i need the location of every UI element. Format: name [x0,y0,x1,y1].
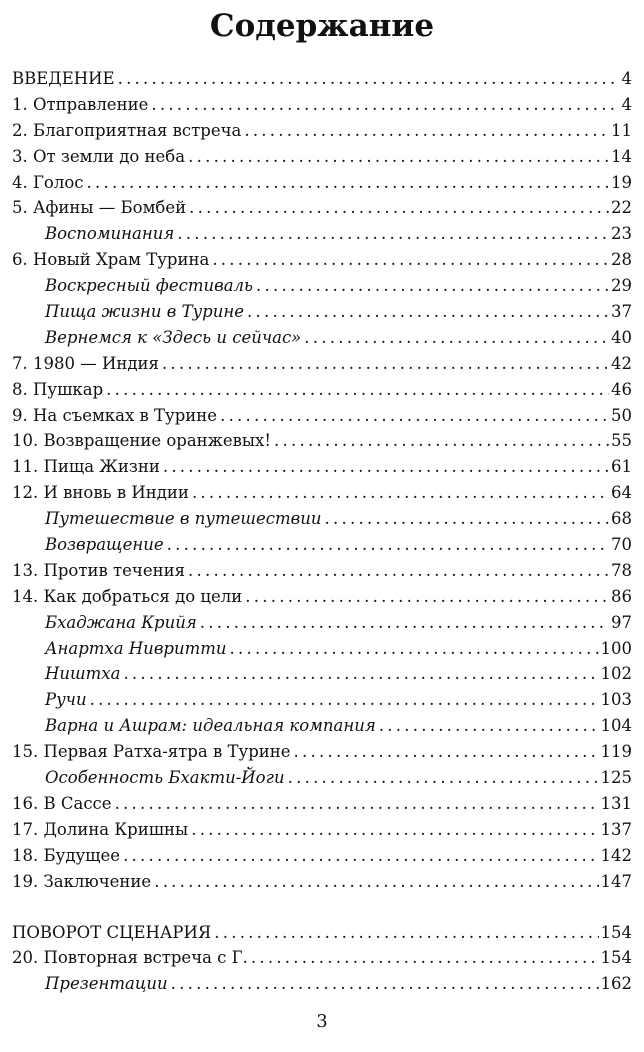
toc-entry-page: 29 [611,276,632,296]
dot-leader [151,92,619,118]
toc-entry-title: Ништха [45,664,121,684]
toc-entry-title: Ручи [45,690,87,710]
toc-subentry[interactable] [12,713,632,739]
toc-entry[interactable] [12,920,632,946]
dot-leader [230,636,599,662]
dot-leader [171,971,599,997]
toc-entry[interactable] [12,558,632,584]
dot-leader [200,610,609,636]
dot-leader [304,325,609,351]
dot-leader [167,532,609,558]
toc-entry-page: 78 [611,560,632,580]
toc-entry[interactable] [12,454,632,480]
dot-leader [154,869,598,895]
toc-entry-title: Воскресный фестиваль [45,276,254,296]
toc-entry-page: 97 [611,612,632,632]
toc-entry[interactable] [12,584,632,610]
dot-leader [191,817,598,843]
toc-entry[interactable] [12,351,632,377]
dot-leader [188,144,609,170]
toc-entry-title: 20. Повторная встреча с Г. [12,948,248,968]
toc-entry-page: 104 [600,716,632,736]
toc-entry-title: 18. Будущее [12,845,121,865]
toc-entry-title: 8. Пушкар [12,379,104,399]
toc-entry[interactable] [12,195,632,221]
toc-subentry[interactable] [12,273,632,299]
toc-entry-page: 22 [611,198,632,218]
toc-entry[interactable] [12,66,632,92]
toc-entry-title: Анартха Нивритти [45,638,227,658]
toc-subentry[interactable] [12,299,632,325]
toc-entry[interactable] [12,428,632,454]
dot-leader [106,377,609,403]
toc-entry-title: 17. Долина Кришны [12,819,189,839]
toc-entry-page: 11 [611,120,632,140]
toc-entry-title: Презентации [45,974,168,994]
toc-entry-title: 7. 1980 — Индия [12,353,159,373]
toc-entry-page: 142 [600,845,632,865]
toc-entry-title: 15. Первая Ратха-ятра в Турине [12,742,291,762]
dot-leader [379,713,599,739]
toc-entry-page: 154 [600,922,632,942]
toc-subentry[interactable] [12,610,632,636]
toc-entry-page: 162 [600,974,632,994]
toc-entry-title: Путешествие в путешествии [45,509,322,529]
dot-leader [188,558,609,584]
toc-entry-page: 55 [611,431,632,451]
dot-leader [123,661,598,687]
toc-entry-page: 4 [621,69,632,88]
toc-subentry[interactable] [12,661,632,687]
toc-entry[interactable] [12,247,632,273]
toc-entry-page: 64 [611,483,632,503]
toc-entry[interactable] [12,843,632,869]
toc-entry-title: 16. В Сассе [12,793,112,813]
toc-entry-title: 10. Возвращение оранжевых! [12,431,271,451]
toc-entry-page: 50 [611,405,632,425]
toc-subentry[interactable] [12,971,632,997]
toc-entry-title: Особенность Бхакти-Йоги [45,768,285,788]
toc-entry-page: 19 [611,172,632,192]
toc-entry-title: 2. Благоприятная встреча [12,120,242,140]
toc-entry-title: 3. От земли до неба [12,146,186,166]
dot-leader [294,739,599,765]
dot-leader [118,66,620,92]
toc-subentry[interactable] [12,325,632,351]
toc-entry-page: 42 [611,353,632,373]
toc-entry-page: 70 [611,535,632,555]
toc-entry[interactable] [12,869,632,895]
toc-entry-page: 137 [600,819,632,839]
toc-entry-title: ПОВОРОТ СЦЕНАРИЯ [12,922,212,942]
toc-entry[interactable] [12,403,632,429]
dot-leader [189,195,609,221]
dot-leader [244,118,609,144]
toc-entry-title: 13. Против течения [12,560,186,580]
toc-entry-page: 119 [600,742,632,762]
toc-entry-title: Воспоминания [45,224,175,244]
toc-entry-title: 19. Заключение [12,871,152,891]
toc-entry-title: 11. Пища Жизни [12,457,160,477]
toc-entry-page: 28 [611,250,632,270]
toc-subentry[interactable] [12,636,632,662]
toc-entry-page: 23 [611,224,632,244]
toc-entry[interactable] [12,945,632,971]
toc-entry-title: 4. Голос [12,172,84,192]
toc-entry-page: 37 [611,302,632,322]
toc-entry-title: Бхаджана Крийя [45,612,197,632]
toc-entry-title: Возвращение [45,535,164,555]
toc-entry-page: 68 [611,509,632,529]
toc-entry[interactable] [12,118,632,144]
toc-entry[interactable] [12,92,632,118]
dot-leader [245,584,609,610]
toc-entry-page: 154 [600,948,632,968]
toc-entry-title: 9. На съемках в Турине [12,405,218,425]
dot-leader [247,299,609,325]
toc-entry-title: Варна и Ашрам: идеальная компания [45,716,376,736]
toc-subentry[interactable] [12,506,632,532]
toc-entry-page: 61 [611,457,632,477]
dot-leader [214,920,598,946]
toc-entry-page: 40 [611,327,632,347]
toc-subentry[interactable] [12,687,632,713]
toc-entry[interactable] [12,739,632,765]
toc-entry-title: 12. И вновь в Индии [12,483,189,503]
dot-leader [220,403,609,429]
toc-entry-page: 125 [600,768,632,788]
toc-entry-title: Вернемся к «Здесь и сейчас» [45,327,302,347]
toc-entry-page: 103 [600,690,632,710]
toc-entry[interactable] [12,170,632,196]
page-title: Содержание [209,8,435,44]
toc-entry-page: 86 [611,586,632,606]
dot-leader [256,273,609,299]
toc-entry-title: 6. Новый Храм Турина [12,250,210,270]
toc-entry-page: 4 [621,94,632,114]
dot-leader [251,945,599,971]
dot-leader [325,506,610,532]
toc-entry-title: Пища жизни в Турине [45,302,244,322]
dot-leader [212,247,609,273]
page-number: 3 [316,1011,328,1032]
dot-leader [177,221,609,247]
toc-subentry[interactable] [12,532,632,558]
toc-entry-page: 14 [611,146,632,166]
dot-leader [274,428,609,454]
toc-subentry[interactable] [12,765,632,791]
toc-entry-title: ВВЕДЕНИЕ [12,69,115,88]
toc-entry-title: 1. Отправление [12,94,149,114]
toc-subentry[interactable] [12,221,632,247]
dot-leader [123,843,598,869]
dot-leader [87,170,609,196]
dot-leader [162,351,609,377]
dot-leader [288,765,599,791]
dot-leader [163,454,609,480]
toc-entry-page: 100 [600,638,632,658]
toc-entry[interactable] [12,144,632,170]
toc-entry[interactable] [12,480,632,506]
toc-entry[interactable] [12,377,632,403]
toc-entry-page: 131 [600,793,632,813]
toc-entry-title: 5. Афины — Бомбей [12,198,187,218]
table-of-contents [12,66,632,997]
dot-leader [90,687,599,713]
toc-entry-title: 14. Как добраться до цели [12,586,243,606]
toc-entry[interactable] [12,791,632,817]
dot-leader [192,480,609,506]
toc-entry-page: 46 [611,379,632,399]
dot-leader [115,791,599,817]
toc-entry[interactable] [12,817,632,843]
toc-entry-page: 102 [600,664,632,684]
toc-entry-page: 147 [600,871,632,891]
